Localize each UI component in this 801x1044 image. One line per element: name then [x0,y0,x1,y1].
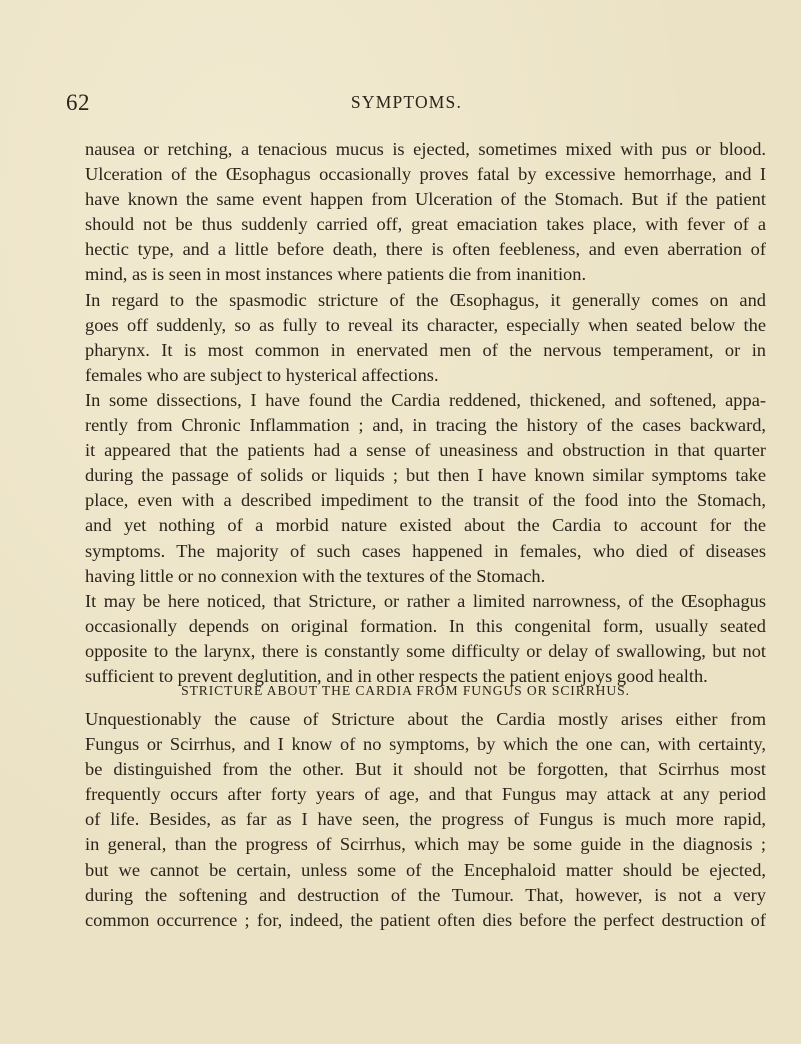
body-text-block-2 [85,707,766,933]
text-line: in general, than the progress of Scirrhus, which may be some guide in the diagnosis ; [85,834,766,855]
page-header [0,90,801,116]
text-line: it appeared that the patients had a sense of uneasiness and obstruction in that quarter [85,440,766,461]
text-line: frequently occurs after forty years of age, and that Fungus may attack at any period [85,784,766,805]
text-line: It may be here noticed, that Stricture, or rather a limited narrowness, of the Œsophagus [85,590,766,611]
running-head: SYMPTOMS. [350,92,463,112]
section-heading: STRICTURE ABOUT THE CARDIA FROM FUNGUS OR SCIRRHUS. [181,683,630,698]
text-line: Ulceration of the Œsophagus occasionally proves fatal by excessive hemorrhage, and I [85,164,766,185]
text-line: nausea or retching, a tenacious mucus is ejected, sometimes mixed with pus or blood. [85,139,766,159]
text-line: during the softening and destruction of the Tumour. That, however, is not a very [85,884,766,905]
text-line: hectic type, and a little before death, there is often feebleness, and even aberration of [85,239,766,260]
text-line: place, even with a described impediment to the transit of the food into the Stomach, [85,490,766,511]
text-line: and yet nothing of a morbid nature existed about the Cardia to account for the [85,515,766,536]
text-line: sufficient to prevent deglutition, and in other respects the patient enjoys good health. [85,665,708,686]
text-line: mind, as is seen in most instances where patients die from inanition. [85,264,587,285]
text-line: In regard to the spasmodic stricture of the Œsophagus, it generally comes on and [85,289,766,310]
text-line: common occurrence ; for, indeed, the patient often dies before the perfect destruction of [85,909,766,930]
text-line: symptoms. The majority of such cases happened in females, who died of diseases [85,540,766,561]
text-line: In some dissections, I have found the Cardia reddened, thickened, and softened, appa- [85,389,766,410]
text-line: but we cannot be certain, unless some of the Encephaloid matter should be ejected, [85,859,766,880]
text-line: have known the same event happen from Ulceration of the Stomach. But if the patient [85,189,766,210]
text-line: during the passage of solids or liquids ; but then I have known similar symptoms take [85,465,766,486]
text-line: should not be thus suddenly carried off, great emaciation takes place, with fever of a [85,214,766,235]
page-number: 62 [66,90,90,115]
text-line: goes off suddenly, so as fully to reveal its character, especially when seated below the [85,314,766,335]
text-line: of life. Besides, as far as I have seen, the progress of Fungus is much more rapid, [85,809,766,830]
text-line: be distinguished from the other. But it should not be forgotten, that Scirrhus most [85,759,766,780]
text-line: Unquestionably the cause of Stricture about the Cardia mostly arises either from [85,709,766,729]
text-line: occasionally depends on original formation. In this congenital form, usually seated [85,615,766,636]
text-line: having little or no connexion with the textures of the Stomach. [85,565,546,586]
text-line: opposite to the larynx, there is constantly some difficulty or delay of swallowing, but not [85,640,766,661]
text-line: pharynx. It is most common in enervated men of the nervous temperament, or in [85,339,766,360]
text-line: females who are subject to hysterical affections. [85,364,439,385]
text-line: Fungus or Scirrhus, and I know of no symptoms, by which the one can, with certainty, [85,734,766,755]
body-text-block-1 [85,137,766,689]
text-line: rently from Chronic Inflammation ; and, in tracing the history of the cases backward, [85,415,766,436]
